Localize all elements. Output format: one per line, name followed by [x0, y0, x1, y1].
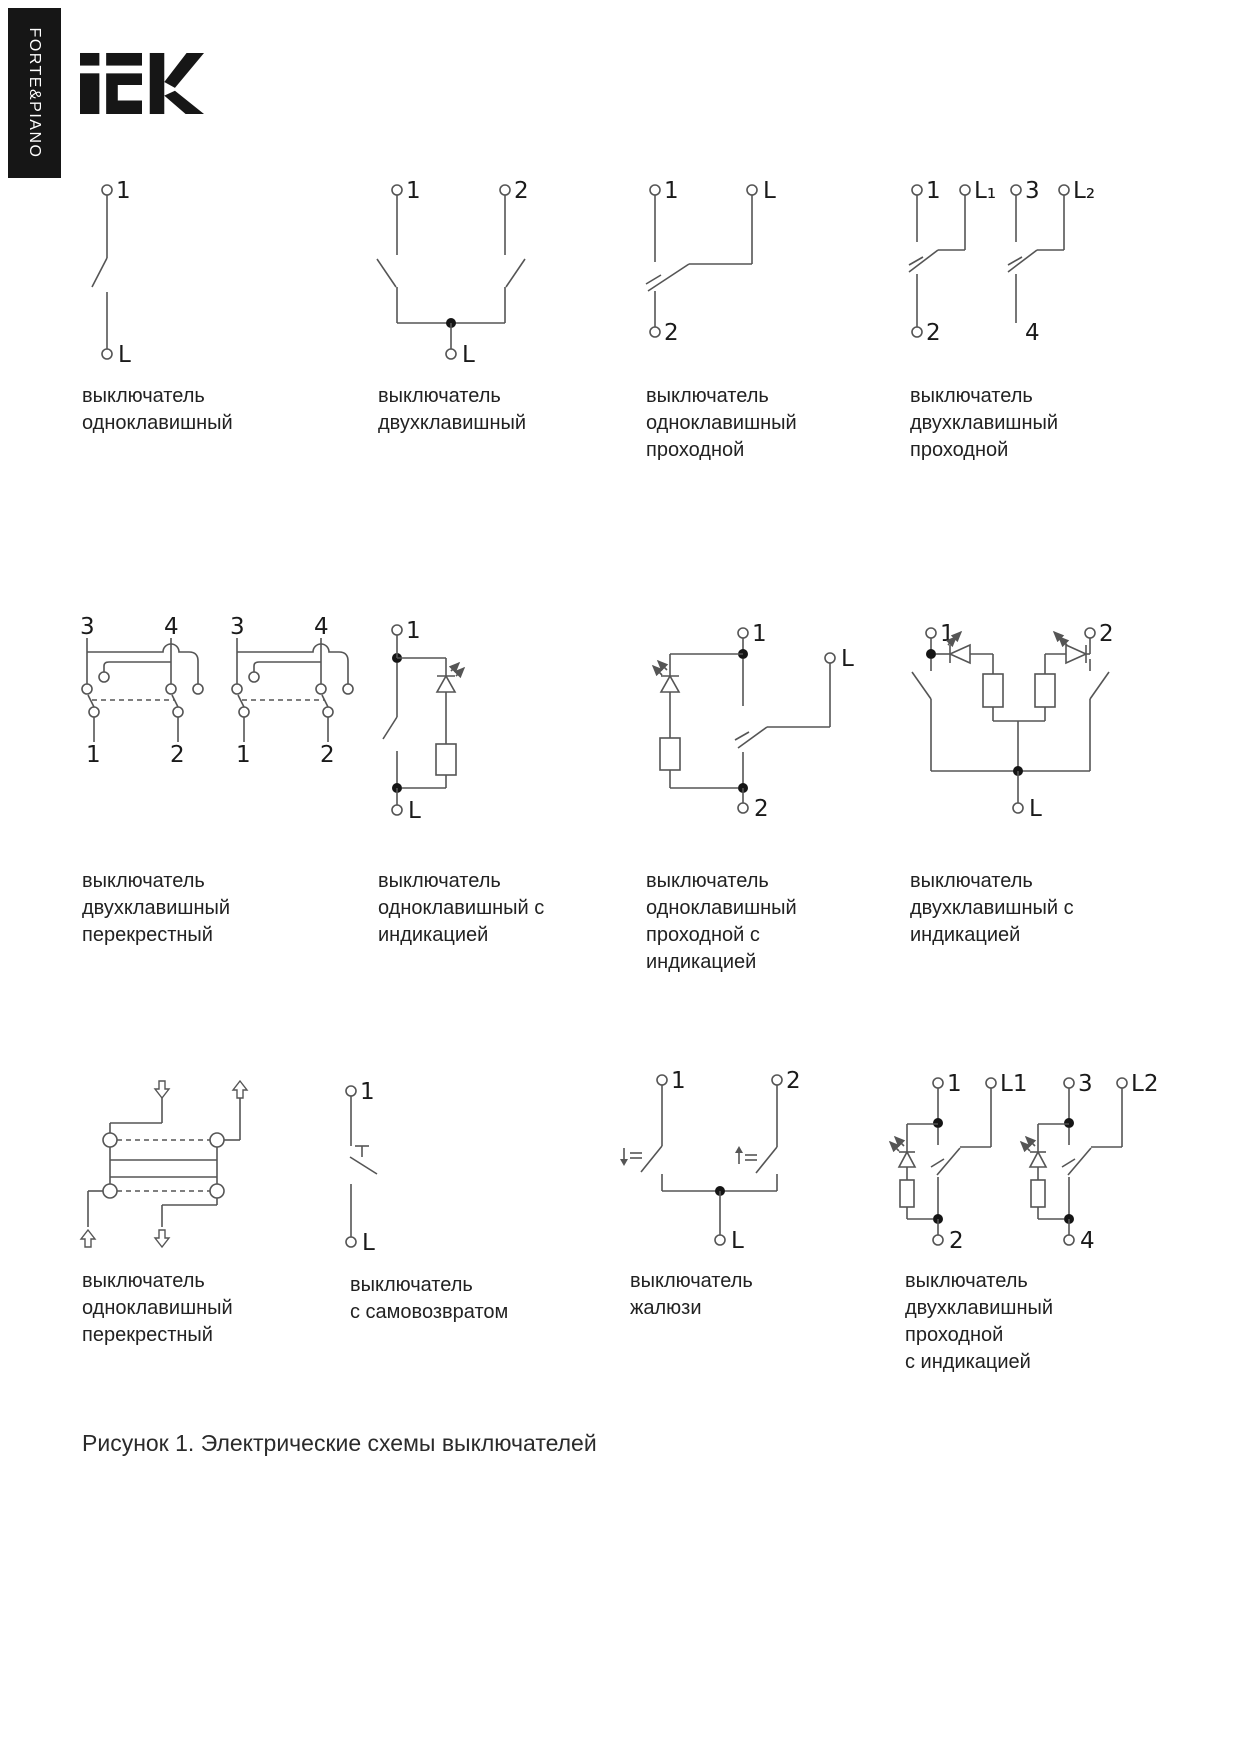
- down-arrow-icon: [155, 1230, 169, 1247]
- led-icon: [890, 1137, 915, 1167]
- switch-blade: [92, 258, 107, 287]
- terminal-label: L: [408, 798, 421, 824]
- caption-line: с самовозвратом: [350, 1301, 509, 1323]
- terminal-label: 1: [86, 742, 101, 768]
- caption-line: одноклавишный: [82, 1297, 233, 1319]
- terminal-label: 1: [236, 742, 251, 768]
- terminal-label: 4: [314, 614, 329, 640]
- caption-line: одноклавишный с: [378, 897, 545, 919]
- terminal-label: L₁: [974, 178, 997, 204]
- caption-line: выключатель: [630, 1270, 753, 1292]
- terminal-label: L: [462, 342, 475, 368]
- caption-line: выключатель: [910, 870, 1033, 892]
- caption-2gang-crossover: [82, 868, 230, 949]
- terminal-label: 3: [80, 614, 95, 640]
- switch-blade: [88, 695, 94, 707]
- caption-2gang-2way-indicator: [905, 1268, 1053, 1376]
- caption-line: выключатель: [905, 1270, 1028, 1292]
- terminal-label: L: [841, 646, 854, 672]
- resistor-icon: [436, 744, 456, 775]
- caption-line: проходной: [646, 439, 745, 461]
- switch-blade: [383, 717, 397, 739]
- caption-1gang-indicator: [378, 868, 544, 949]
- caption-1gang-2way-indicator: [646, 868, 797, 976]
- switch-blade: [172, 695, 178, 707]
- diagram-1gang-indicator-switch: [383, 618, 464, 824]
- terminal-label: 2: [926, 320, 941, 346]
- caption-line: проходной с: [646, 924, 760, 946]
- caption-line: выключатель: [82, 385, 205, 407]
- led-icon: [1054, 632, 1090, 663]
- terminal-label: 1: [926, 178, 941, 204]
- caption-line: выключатель: [82, 1270, 205, 1292]
- terminal-label: 2: [786, 1068, 801, 1094]
- terminal-label: 3: [1025, 178, 1040, 204]
- resistor-icon: [900, 1180, 914, 1207]
- figure-caption: Рисунок 1. Электрические схемы выключателей: [82, 1430, 597, 1456]
- caption-line: одноклавишный: [646, 412, 797, 434]
- caption-line: проходной: [910, 439, 1009, 461]
- blinds-down-icon: [620, 1148, 642, 1166]
- diagram-1gang-2way-indicator-switch: [653, 621, 854, 822]
- caption-line: двухклавишный: [82, 897, 231, 919]
- diagram-1gang-crossover-switch: [81, 1081, 247, 1247]
- caption-1gang-2way: [646, 383, 797, 464]
- led-icon: [1021, 1137, 1046, 1167]
- resistor-icon: [983, 674, 1003, 707]
- diagram-2gang-2way-switch: [909, 178, 1095, 346]
- diagram-momentary-switch: [346, 1079, 377, 1256]
- terminal-circle: [102, 349, 112, 359]
- resistor-icon: [1031, 1180, 1045, 1207]
- caption-2gang: [378, 383, 526, 437]
- terminal-label: L: [1029, 796, 1042, 822]
- caption-line: жалюзи: [630, 1297, 702, 1319]
- diagram-1gang-2way-switch: [646, 178, 776, 346]
- switch-blade: [322, 695, 328, 707]
- caption-1gang-crossover: [82, 1268, 233, 1349]
- switch-blade: [377, 259, 396, 287]
- caption-line: выключатель: [350, 1274, 473, 1296]
- terminal-label: 2: [1099, 621, 1114, 647]
- switch-blade: [756, 1147, 777, 1173]
- caption-line: выключатель: [82, 870, 205, 892]
- diagram-1gang-switch: [92, 178, 131, 368]
- terminal-label: 4: [1025, 320, 1040, 346]
- switch-blade: [909, 250, 938, 272]
- caption-blinds: [630, 1268, 753, 1322]
- terminal-label: 1: [406, 618, 421, 644]
- led-icon: [653, 661, 679, 692]
- caption-1gang: [82, 383, 233, 437]
- terminal-label: L: [362, 1230, 375, 1256]
- switch-blade: [350, 1157, 377, 1174]
- resistor-icon: [1035, 674, 1055, 707]
- diagram-2gang-crossover-switch: [80, 614, 353, 768]
- caption-line: индикацией: [378, 924, 489, 946]
- diagram-2gang-indicator-switch: [912, 621, 1114, 822]
- terminal-label: 2: [514, 178, 529, 204]
- up-arrow-icon: [233, 1081, 247, 1098]
- switch-blade: [238, 695, 244, 707]
- terminal-label: 2: [754, 796, 769, 822]
- caption-2gang-2way: [910, 383, 1058, 464]
- resistor-icon: [660, 738, 680, 770]
- down-arrow-icon: [155, 1081, 169, 1098]
- terminal-label: 3: [230, 614, 245, 640]
- caption-line: проходной: [905, 1324, 1004, 1346]
- diagram-2gang-switch: [377, 178, 529, 368]
- terminal-label: 2: [664, 320, 679, 346]
- caption-momentary: [350, 1272, 508, 1326]
- caption-line: индикацией: [910, 924, 1021, 946]
- caption-line: перекрестный: [82, 924, 213, 946]
- switch-blade: [1090, 672, 1109, 699]
- terminal-label: 1: [752, 621, 767, 647]
- terminal-label: 1: [671, 1068, 686, 1094]
- terminal-label: L: [118, 342, 131, 368]
- junction-dot: [933, 1118, 943, 1128]
- series-sidebar-label: FORTE&PIANO: [26, 27, 44, 159]
- caption-line: выключатель: [646, 385, 769, 407]
- caption-line: выключатель: [378, 870, 501, 892]
- terminal-label: 1: [940, 621, 955, 647]
- terminal-label: L: [763, 178, 776, 204]
- junction-dot: [926, 649, 936, 659]
- terminal-label: L: [731, 1228, 744, 1254]
- switch-blade: [738, 727, 767, 748]
- terminal-label: 2: [949, 1228, 964, 1254]
- terminal-circle: [102, 185, 112, 195]
- switch-blade: [912, 672, 931, 699]
- up-arrow-icon: [81, 1230, 95, 1247]
- terminal-label: L1: [1000, 1071, 1028, 1097]
- terminal-label: 4: [164, 614, 179, 640]
- terminal-label: 1: [406, 178, 421, 204]
- diagram-blinds-switch: [620, 1068, 801, 1254]
- caption-line: двухклавишный с: [910, 897, 1074, 919]
- terminal-label: 2: [320, 742, 335, 768]
- caption-line: выключатель: [378, 385, 501, 407]
- caption-line: выключатель: [646, 870, 769, 892]
- caption-line: перекрестный: [82, 1324, 213, 1346]
- caption-line: двухклавишный: [378, 412, 527, 434]
- led-icon: [437, 663, 464, 692]
- diagram-2gang-2way-indicator-switch: [890, 1071, 1158, 1254]
- junction-dot: [1064, 1118, 1074, 1128]
- terminal-label: 4: [1080, 1228, 1095, 1254]
- terminal-label: 3: [1078, 1071, 1093, 1097]
- terminal-label: L₂: [1073, 178, 1096, 204]
- caption-line: индикацией: [646, 951, 757, 973]
- switch-blade: [1008, 250, 1037, 272]
- terminal-label: L2: [1131, 1071, 1159, 1097]
- caption-line: выключатель: [910, 385, 1033, 407]
- terminal-label: 1: [664, 178, 679, 204]
- caption-2gang-indicator: [910, 868, 1074, 949]
- terminal-label: 2: [170, 742, 185, 768]
- blinds-up-icon: [735, 1146, 757, 1164]
- terminal-label: 1: [360, 1079, 375, 1105]
- terminal-label: 1: [116, 178, 131, 204]
- switch-blade: [506, 259, 525, 287]
- switch-blade: [648, 264, 689, 291]
- terminal-label: 1: [947, 1071, 962, 1097]
- caption-line: с индикацией: [905, 1351, 1031, 1373]
- caption-line: одноклавишный: [82, 412, 233, 434]
- switch-blade: [641, 1146, 662, 1172]
- caption-line: двухклавишный: [910, 412, 1059, 434]
- caption-line: двухклавишный: [905, 1297, 1054, 1319]
- caption-line: одноклавишный: [646, 897, 797, 919]
